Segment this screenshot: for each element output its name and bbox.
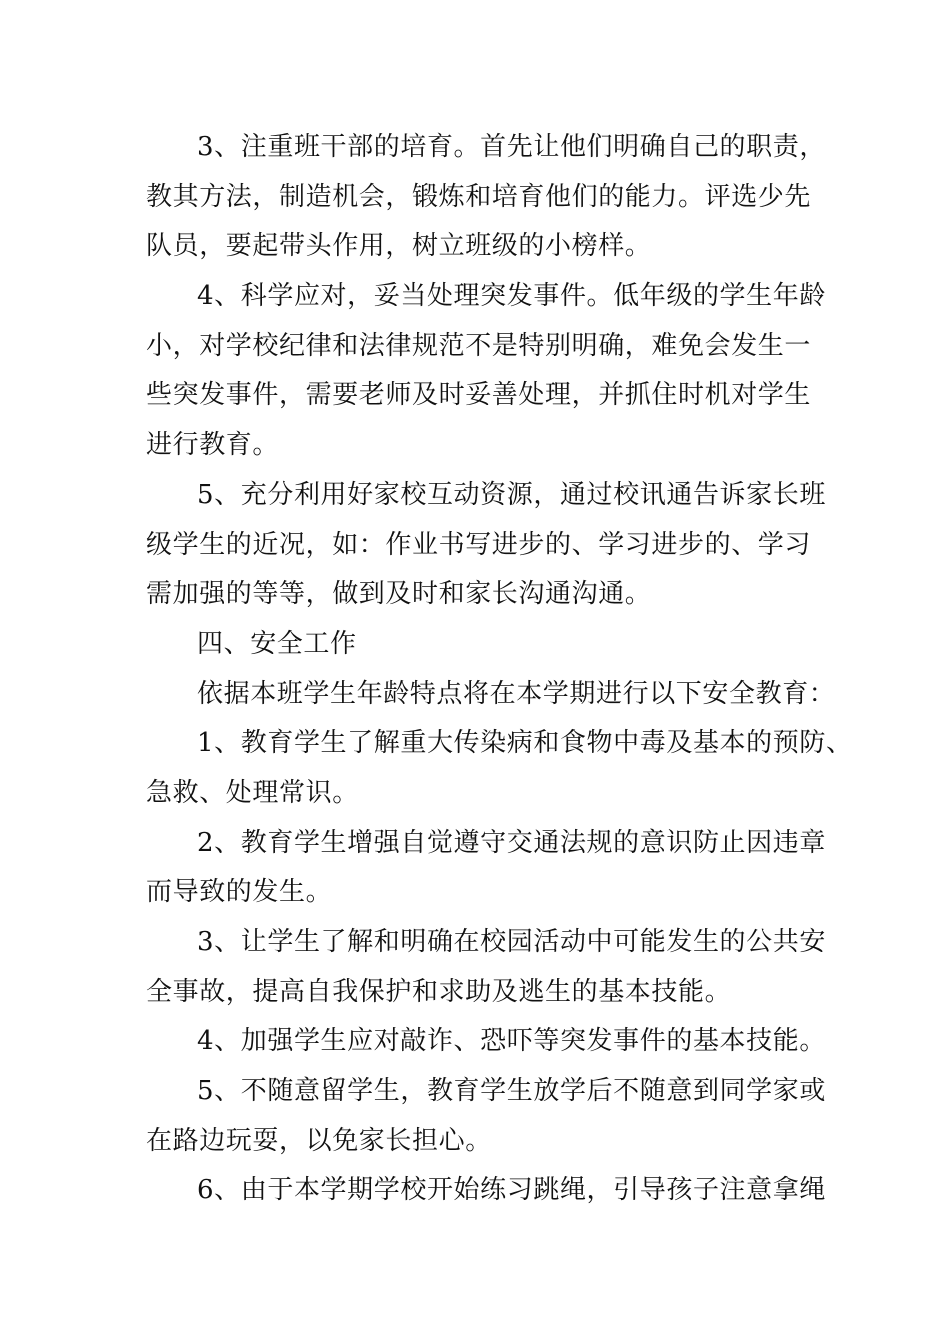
text-line: 些突发事件，需要老师及时妥善处理，并抓住时机对学生 [146, 380, 812, 411]
text-line: 4、加强学生应对敲诈、恐吓等突发事件的基本技能。 [197, 1026, 826, 1057]
document-body [146, 123, 853, 1216]
text-line: 3、注重班干部的培育。首先让他们明确自己的职责， [197, 132, 826, 162]
text-line: 2、教育学生增强自觉遵守交通法规的意识防止因违章 [197, 827, 826, 858]
text-line: 小，对学校纪律和法律规范不是特别明确，难免会发生一 [146, 330, 812, 361]
text-line: 级学生的近况，如：作业书写进步的、学习进步的、学习 [146, 529, 812, 560]
text-line: 4、科学应对，妥当处理突发事件。低年级的学生年龄 [197, 281, 826, 312]
text-line: 5、不随意留学生，教育学生放学后不随意到同学家或 [197, 1076, 826, 1107]
text-line: 在路边玩耍，以免家长担心。 [146, 1125, 492, 1156]
section-heading: 四、安全工作 [197, 628, 357, 659]
text-line: 需加强的等等，做到及时和家长沟通沟通。 [146, 579, 652, 610]
text-line: 3、让学生了解和明确在校园活动中可能发生的公共安 [197, 927, 826, 957]
text-line: 全事故，提高自我保护和求助及逃生的基本技能。 [146, 976, 732, 1007]
text-line: 5、充分利用好家校互动资源，通过校讯通告诉家长班 [197, 479, 826, 510]
text-line: 急救、处理常识。 [146, 777, 359, 808]
text-line: 队员，要起带头作用，树立班级的小榜样。 [146, 231, 652, 262]
text-line: 依据本班学生年龄特点将在本学期进行以下安全教育： [197, 678, 836, 709]
text-line: 1、教育学生了解重大传染病和食物中毒及基本的预防、 [197, 728, 853, 759]
text-line: 教其方法，制造机会，锻炼和培育他们的能力。评选少先 [146, 181, 812, 212]
text-line: 进行教育。 [146, 430, 280, 461]
text-line: 而导致的发生。 [146, 877, 333, 908]
text-line: 6、由于本学期学校开始练习跳绳，引导孩子注意拿绳 [197, 1175, 826, 1206]
